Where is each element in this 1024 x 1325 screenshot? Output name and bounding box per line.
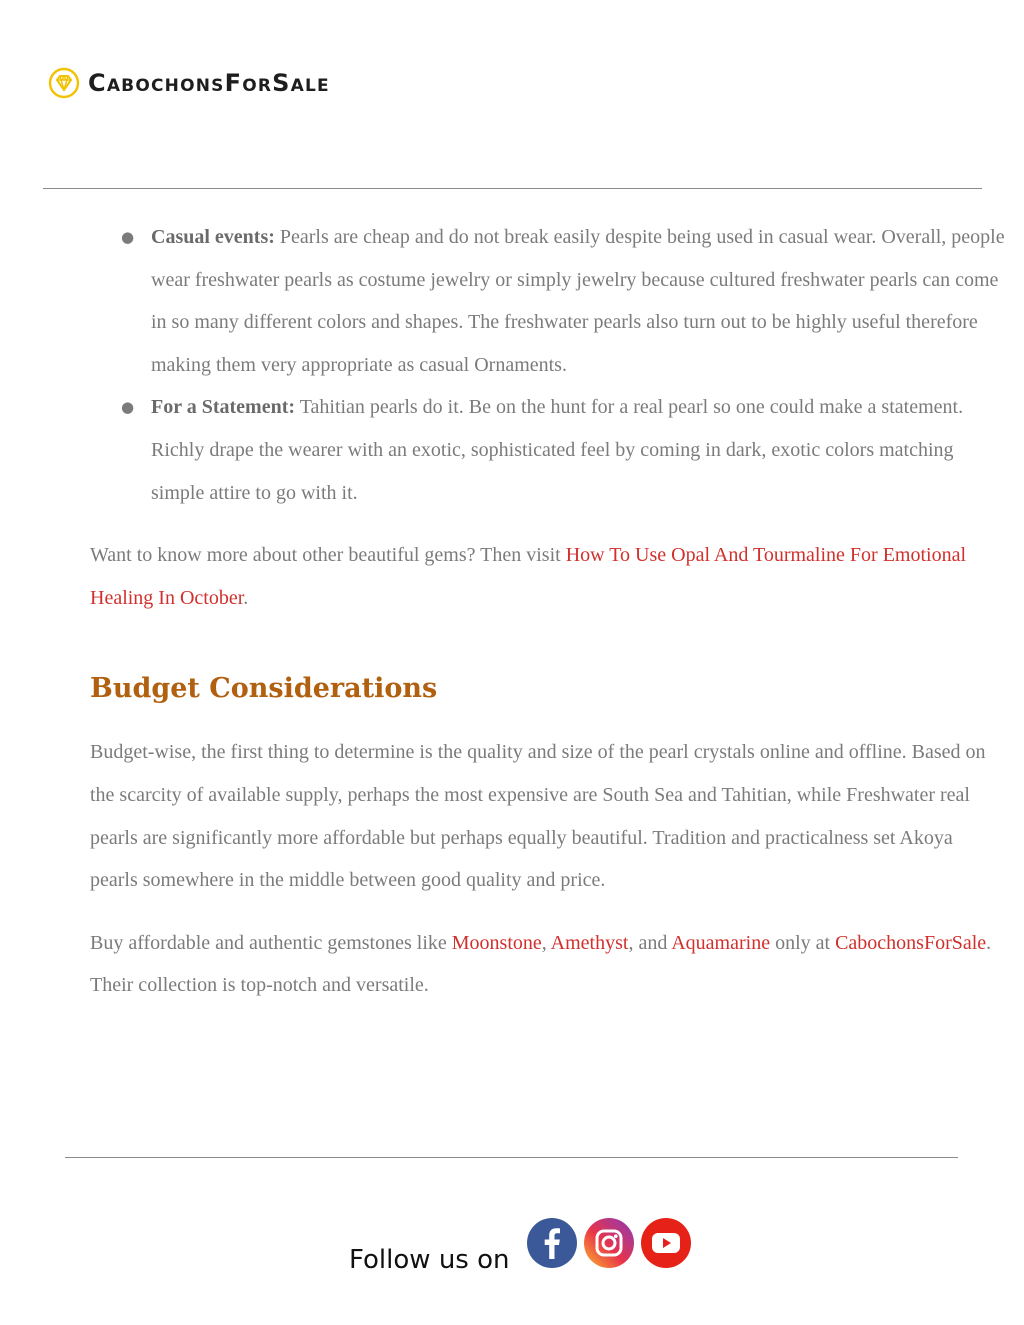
youtube-icon[interactable] bbox=[640, 1217, 692, 1269]
social-links bbox=[526, 1217, 697, 1277]
logo-text: CabochonsForSale bbox=[88, 69, 330, 97]
footer-divider bbox=[65, 1157, 958, 1158]
list-item bbox=[90, 216, 1005, 386]
more-gems-prefix: Want to know more about other beautiful gems? Then visit bbox=[90, 544, 566, 567]
list-item bbox=[90, 386, 1005, 514]
header-divider bbox=[43, 188, 982, 189]
list-item-term: Casual events: bbox=[151, 226, 275, 248]
buy-separator: , bbox=[541, 931, 551, 954]
buy-prefix: Buy affordable and authentic gemstones like bbox=[90, 931, 452, 954]
buy-suffix: . Their collection is top-notch and versatile. bbox=[90, 931, 992, 997]
bullet-icon: ● bbox=[121, 398, 135, 417]
cabochonsforsale-link[interactable]: CabochonsForSale bbox=[835, 931, 987, 954]
buy-separator: , and bbox=[628, 931, 672, 954]
diamond-icon bbox=[48, 67, 80, 99]
list-item-text: Tahitian pearls do it. Be on the hunt for a real pearl so one could make a statement. Richly drape the wearer with an exotic, sophisticated feel by coming in dark, exotic colors matching simple attire to go with it. bbox=[151, 396, 964, 504]
instagram-icon[interactable] bbox=[583, 1217, 635, 1269]
pearl-occasions-list bbox=[90, 216, 1005, 514]
follow-us-label: Follow us on bbox=[349, 1245, 510, 1275]
buy-paragraph bbox=[90, 922, 1005, 1007]
buy-middle: only at bbox=[770, 931, 836, 954]
list-item-term: For a Statement: bbox=[151, 396, 296, 419]
section-heading: Budget Considerations bbox=[90, 673, 438, 705]
opal-tourmaline-link[interactable]: How To Use Opal And Tourmaline For Emotional Healing In October bbox=[90, 544, 967, 609]
list-item-text: Pearls are cheap and do not break easily despite being used in casual wear. Overall, people wear freshwater pearls as costume jewelry or simply jewelry because cultured freshwater pearls can come in so many different colors and shapes. The freshwater pearls also turn out to be highly useful therefore making them very appropriate as casual Ornaments. bbox=[151, 226, 1005, 376]
bullet-icon: ● bbox=[121, 228, 135, 246]
more-gems-paragraph bbox=[90, 534, 1005, 619]
aquamarine-link[interactable]: Aquamarine bbox=[671, 931, 771, 954]
moonstone-link[interactable]: Moonstone bbox=[451, 931, 542, 954]
follow-us-footer bbox=[349, 1217, 697, 1277]
article-content bbox=[90, 216, 1005, 1007]
site-logo[interactable] bbox=[48, 66, 330, 100]
budget-paragraph: Budget-wise, the first thing to determine is the quality and size of the pearl crystals online and offline. Based on the scarcity of available supply, perhaps the most expensive are South Sea and Tahitian, while Freshwater real pearls are significantly more affordable but perhaps equally beautiful. Tradition and practicalness set Akoya pearls somewhere in the middle between good quality and price. bbox=[90, 741, 986, 892]
facebook-icon[interactable] bbox=[526, 1217, 578, 1269]
more-gems-suffix: . bbox=[243, 586, 249, 609]
amethyst-link[interactable]: Amethyst bbox=[550, 931, 629, 954]
